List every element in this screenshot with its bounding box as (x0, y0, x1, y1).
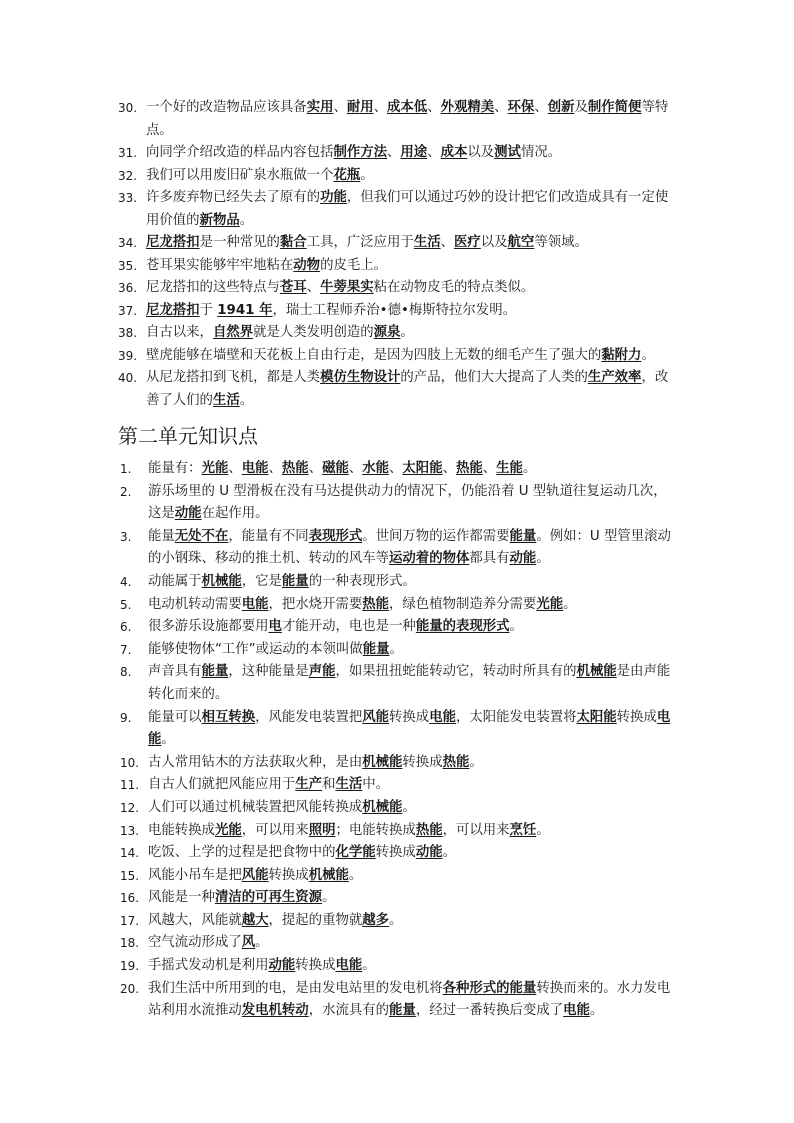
keyword: 制作方法 (333, 145, 388, 160)
keyword: 电 (268, 619, 282, 635)
item-text (148, 481, 676, 526)
list-item (0, 232, 794, 255)
item-number: 5. (120, 597, 132, 612)
item-text (146, 97, 676, 142)
text-segment: 苍耳果实能够牢牢地粘在 (146, 257, 294, 273)
keyword: 无处不在 (174, 528, 229, 544)
item-text (146, 277, 676, 300)
text-segment: 、 (228, 461, 242, 476)
text-segment: 手摇式发动机是利用 (148, 958, 269, 974)
keyword: 能量 (201, 664, 229, 680)
keyword: 黏附力 (601, 347, 642, 363)
text-segment: 电动机转动需要 (148, 596, 242, 612)
keyword: 热能 (281, 461, 309, 476)
item-text (148, 526, 676, 571)
text-segment: 游乐场里的 U 型滑板在没有马达提供动力的情况下，仍能沿着 U 型轨道往复运动几次，这是 (148, 483, 667, 522)
item-number: 8. (120, 665, 132, 680)
text-segment: 工具，广泛应用于 (306, 235, 414, 250)
item-text (146, 187, 676, 232)
text-segment: 人们可以通过机械装置把风能转换成 (148, 799, 363, 815)
list-item (0, 797, 794, 820)
item-number: 40. (118, 371, 138, 385)
text-segment: 转换而来的。水力发电站利用水流推动 (148, 980, 671, 1019)
item-text (148, 458, 676, 481)
list-item (0, 842, 794, 865)
keyword: 照明 (308, 822, 336, 838)
item-number: 7. (120, 642, 132, 657)
keyword: 制作简便 (587, 100, 642, 115)
text-segment: 我们可以用废旧矿泉水瓶做一个 (146, 167, 334, 183)
keyword: 电能 (335, 958, 363, 974)
list-item (0, 481, 794, 526)
text-segment: ，它是 (241, 573, 282, 589)
text-segment: 。世间万物的运作都需要 (362, 528, 510, 544)
text-segment: 一个好的改造物品应该具备 (146, 100, 307, 115)
keyword: 实用 (306, 100, 334, 115)
text-segment: 是一种常见的 (199, 235, 280, 250)
text-segment: 能量 (148, 528, 175, 544)
item-number: 19. (120, 959, 140, 974)
text-segment: 。 (348, 867, 363, 883)
item-number: 33. (118, 191, 138, 205)
text-segment: 。 (522, 461, 537, 476)
item-number: 20. (120, 981, 140, 996)
text-segment: 就是人类发明创造的 (253, 325, 374, 340)
text-segment: 在起作用。 (201, 506, 269, 522)
keyword: 医疗 (453, 235, 481, 250)
text-segment: ；电能转换成 (335, 822, 416, 838)
text-segment: 、 (308, 461, 323, 476)
keyword: 各种形式的能量 (442, 980, 537, 996)
text-segment: 、 (348, 461, 363, 476)
text-segment: ，但我们可以通过巧妙的设计把它们改造成具有一定使用价值的 (146, 190, 669, 228)
item-number: 34. (118, 236, 138, 250)
keyword: 水能 (362, 461, 390, 476)
item-text (148, 616, 676, 639)
list-item (0, 97, 794, 142)
text-segment: ，把水烧开需要 (268, 596, 363, 612)
item-number: 11. (120, 778, 140, 793)
text-segment: 我们生活中所用到的电，是由发电站里的发电机将 (148, 980, 443, 996)
item-text (148, 887, 676, 910)
keyword: 航空 (507, 235, 535, 250)
text-segment: 是由声能转化而来的。 (148, 664, 671, 702)
text-segment: 、 (373, 100, 388, 115)
list-item (0, 277, 794, 300)
text-segment: ，风能发电装置把 (255, 709, 363, 725)
text-segment: 、 (268, 461, 282, 476)
text-segment: ，可以用来 (442, 822, 510, 838)
text-segment: 风能小吊车是把 (148, 867, 242, 883)
item-text (148, 932, 676, 955)
keyword: 光能 (201, 461, 229, 476)
text-segment: 。 (536, 551, 550, 567)
text-segment: 等特点。 (146, 100, 669, 138)
list-item (0, 322, 794, 345)
item-number: 18. (120, 936, 140, 951)
item-number: 12. (120, 800, 140, 815)
keyword: 生产 (295, 777, 323, 793)
keyword: 清洁的可再生资源 (214, 890, 323, 906)
text-segment: 。 (509, 619, 523, 635)
keyword: 生活 (335, 777, 363, 793)
text-segment: 和 (322, 777, 336, 793)
keyword: 机械能 (576, 664, 617, 680)
text-segment: 情况。 (520, 145, 562, 160)
list-item (0, 639, 794, 662)
item-number: 37. (118, 303, 138, 318)
text-segment: 。 (239, 392, 254, 408)
text-segment: 的一种表现形式。 (308, 573, 416, 589)
keyword: 机械能 (201, 573, 242, 589)
keyword: 相互转换 (201, 709, 256, 725)
knowledge-list-unit1 (0, 97, 794, 412)
text-segment: ，改善了人们的 (146, 370, 669, 408)
item-text (148, 955, 676, 978)
keyword: 生活 (212, 392, 240, 408)
item-text (146, 300, 676, 323)
text-segment: 转换成 (389, 709, 430, 725)
list-item (0, 300, 794, 323)
text-segment: ，水流具有的 (308, 1003, 390, 1019)
item-text (146, 345, 676, 368)
keyword: 花瓶 (333, 167, 361, 183)
list-item (0, 571, 794, 594)
text-segment: 动能属于 (148, 573, 202, 589)
keyword: 尼龙搭扣 (146, 302, 200, 318)
text-segment: 自古人们就把风能应用于 (148, 777, 296, 793)
text-segment: 。例如：U 型管里滚动的小钢珠、移动的推土机、转动的风车等 (148, 528, 671, 567)
text-segment: 。 (161, 732, 175, 748)
keyword: 苍耳 (279, 280, 307, 295)
keyword: 化学能 (335, 845, 376, 861)
text-segment: 、 (442, 461, 456, 476)
text-segment: 的皮毛上。 (320, 257, 388, 273)
keyword: 动能 (415, 845, 443, 861)
keyword: 外观精美 (440, 100, 495, 115)
item-text (148, 661, 676, 706)
list-item (0, 707, 794, 752)
keyword: 创新 (547, 100, 575, 115)
keyword: 生能 (496, 461, 523, 476)
text-segment: 很多游乐设施都要用 (148, 619, 269, 635)
text-segment: 。 (389, 641, 403, 657)
keyword: 热能 (362, 596, 390, 612)
item-number: 30. (118, 101, 138, 115)
item-text (146, 165, 676, 188)
item-text (148, 594, 676, 617)
text-segment: 。 (536, 822, 550, 838)
keyword: 尼龙搭扣 (146, 235, 200, 250)
text-segment: 。 (589, 1003, 604, 1019)
text-segment: ，可以用来 (241, 822, 309, 838)
text-segment: 。 (239, 212, 254, 228)
keyword: 能量的表现形式 (415, 619, 510, 635)
text-segment: 吃饭、上学的过程是把食物中的 (148, 845, 336, 861)
text-segment: 。 (442, 845, 456, 861)
keyword: 声能 (308, 664, 336, 680)
text-segment: 。 (469, 754, 483, 770)
item-number: 4. (120, 574, 132, 589)
keyword: 能量 (362, 641, 390, 657)
text-segment: 、 (482, 461, 497, 476)
item-number: 9. (120, 710, 132, 725)
item-number: 15. (120, 868, 140, 883)
keyword: 成本 (440, 145, 468, 160)
text-segment: 以及 (467, 145, 495, 160)
list-item (0, 165, 794, 188)
keyword: 环保 (507, 100, 535, 115)
item-number: 14. (120, 846, 140, 861)
item-text (148, 752, 676, 775)
text-segment: 、 (389, 461, 403, 476)
section-heading: 第二单元知识点 (118, 424, 258, 448)
item-text (146, 142, 676, 165)
text-segment: 、 (387, 145, 401, 160)
item-number: 16. (120, 891, 140, 906)
text-segment: 、 (440, 235, 454, 250)
keyword: 电能 (148, 709, 671, 748)
text-segment: 电能转换成 (148, 822, 215, 838)
text-segment: 、 (306, 280, 321, 295)
text-segment: 风能是一种 (148, 890, 215, 906)
keyword: 太阳能 (576, 709, 617, 725)
text-segment: 。 (400, 325, 414, 340)
item-text (148, 865, 676, 888)
item-number: 17. (120, 913, 140, 928)
text-segment: 空气流动形成了 (148, 935, 242, 951)
text-segment: 向同学介绍改造的样品内容包括 (146, 145, 334, 160)
keyword: 机械能 (362, 754, 403, 770)
keyword: 能量 (281, 573, 309, 589)
text-segment: 能够使物体“工作”或运动的本领叫做 (148, 641, 363, 657)
list-item (0, 345, 794, 368)
text-segment: 壁虎能够在墙壁和天花板上自由行走，是因为四肢上无数的细毛产生了强大的 (146, 347, 602, 363)
text-segment: 以及 (480, 235, 508, 250)
text-segment: 粘在动物皮毛的特点类似。 (373, 280, 535, 295)
keyword: 测试 (494, 145, 521, 160)
item-number: 38. (118, 326, 138, 340)
list-item (0, 255, 794, 278)
item-text (148, 910, 676, 933)
text-segment: ，经过一番转换后变成了 (415, 1003, 564, 1019)
keyword: 光能 (214, 822, 242, 838)
keyword: 磁能 (322, 461, 349, 476)
list-item (0, 910, 794, 933)
keyword: 越大 (241, 912, 269, 928)
item-text (148, 978, 676, 1023)
keyword: 机械能 (308, 867, 349, 883)
keyword: 机械能 (362, 799, 403, 815)
item-number: 6. (120, 620, 132, 635)
keyword: 光能 (536, 596, 564, 612)
item-text (148, 842, 676, 865)
text-segment: ，绿色植物制造养分需要 (389, 596, 537, 612)
text-segment: 、 (333, 100, 347, 115)
text-segment: 自古以来， (146, 325, 213, 340)
list-item (0, 955, 794, 978)
keyword: 能量 (509, 528, 537, 544)
item-number: 10. (120, 755, 140, 770)
item-text (148, 707, 676, 752)
list-item (0, 932, 794, 955)
knowledge-list-unit2 (0, 458, 794, 1023)
list-item (0, 594, 794, 617)
item-text (148, 571, 676, 594)
keyword: 运动着的物体 (389, 551, 470, 567)
keyword: 风 (241, 935, 256, 951)
text-segment: 尼龙搭扣的这些特点与 (146, 280, 280, 295)
list-item (0, 458, 794, 481)
text-segment: 中。 (362, 777, 390, 793)
keyword: 电能 (241, 461, 269, 476)
keyword: 热能 (442, 754, 470, 770)
text-segment: 。 (563, 596, 577, 612)
text-segment: 。 (389, 912, 403, 928)
text-segment: 。 (255, 935, 269, 951)
list-item (0, 526, 794, 571)
text-segment: ，如果扭扭蛇能转动它，转动时所具有的 (335, 664, 577, 680)
text-segment: 、 (427, 100, 441, 115)
item-text (148, 774, 676, 797)
text-segment: 。 (322, 890, 336, 906)
text-segment: 转换成 (295, 958, 336, 974)
item-text (148, 797, 676, 820)
text-segment: 古人常用钻木的方法获取火种，是由 (148, 754, 363, 770)
list-item (0, 978, 794, 1023)
keyword: 动能 (268, 958, 296, 974)
text-segment: 。 (402, 799, 416, 815)
text-segment: 能量可以 (148, 709, 202, 725)
text-segment: 都具有 (469, 551, 510, 567)
keyword: 用途 (400, 145, 428, 160)
keyword: 热能 (415, 822, 443, 838)
keyword: 表现形式 (308, 528, 363, 544)
keyword: 牛蒡果实 (320, 280, 374, 295)
text-segment: ，瑞士工程师乔治•德•梅斯特拉尔发明。 (272, 302, 516, 318)
keyword: 电能 (241, 596, 269, 612)
item-number: 13. (120, 823, 140, 838)
text-segment: ，提起的重物就 (268, 912, 363, 928)
text-segment: 风越大，风能就 (148, 912, 242, 928)
list-item (0, 752, 794, 775)
text-segment: 转换成 (375, 845, 416, 861)
keyword: 发电机转动 (241, 1003, 309, 1019)
list-item (0, 367, 794, 412)
text-segment: 等领域。 (534, 235, 588, 250)
keyword: 成本低 (387, 100, 428, 115)
text-segment: 的产品，他们大大提高了人类的 (400, 370, 588, 385)
text-segment: ，太阳能发电装置将 (455, 709, 577, 725)
text-segment: 转换成 (268, 867, 309, 883)
text-segment: ，能量有不同 (228, 528, 309, 544)
keyword: 耐用 (346, 100, 374, 115)
keyword: 电能 (429, 709, 456, 725)
keyword: 源泉 (373, 325, 401, 340)
keyword: 烹饪 (509, 822, 537, 838)
keyword: 风能 (362, 709, 390, 725)
item-number: 32. (118, 168, 138, 183)
text-segment: 转换成 (616, 709, 657, 725)
item-number: 3. (120, 529, 132, 544)
keyword: 太阳能 (402, 461, 443, 476)
list-item (0, 774, 794, 797)
text-segment: 转换成 (402, 754, 443, 770)
keyword: 生活 (413, 235, 441, 250)
item-number: 35. (118, 258, 138, 273)
text-segment: 。 (641, 347, 655, 363)
list-item (0, 887, 794, 910)
text-segment: 及 (574, 100, 588, 115)
text-segment: 从尼龙搭扣到飞机，都是人类 (146, 370, 321, 385)
text-segment: 、 (494, 100, 508, 115)
list-item (0, 865, 794, 888)
keyword: 动物 (293, 257, 321, 273)
keyword: 黏合 (279, 235, 307, 250)
list-item (0, 820, 794, 843)
item-text (148, 639, 676, 662)
item-number: 36. (118, 281, 138, 295)
item-text (148, 820, 676, 843)
list-item (0, 142, 794, 165)
text-segment: 能量有： (148, 461, 202, 476)
text-segment: 。 (360, 167, 374, 183)
list-item (0, 616, 794, 639)
item-number: 1. (120, 462, 132, 476)
keyword: 电能 (563, 1003, 590, 1019)
text-segment: 。 (362, 958, 376, 974)
text-segment: 声音具有 (148, 664, 202, 680)
item-number: 39. (118, 348, 138, 363)
keyword: 1941 年 (217, 302, 273, 318)
keyword: 生产效率 (587, 370, 642, 385)
item-text (146, 367, 676, 412)
keyword: 模仿生物设计 (320, 370, 401, 385)
keyword: 风能 (241, 867, 269, 883)
text-segment: 许多废弃物已经失去了原有的 (146, 190, 321, 205)
item-text (146, 322, 676, 345)
text-segment: ，这种能量是 (228, 664, 309, 680)
keyword: 动能 (174, 506, 202, 522)
text-segment: 、 (427, 145, 441, 160)
keyword: 功能 (320, 190, 347, 205)
text-segment: 于 (199, 302, 218, 318)
keyword: 越多 (362, 912, 390, 928)
text-segment: 、 (534, 100, 548, 115)
keyword: 动能 (509, 551, 537, 567)
item-number: 2. (120, 484, 132, 499)
keyword: 自然界 (212, 325, 254, 340)
list-item (0, 661, 794, 706)
keyword: 热能 (455, 461, 483, 476)
item-text (146, 255, 676, 278)
item-text (146, 232, 676, 255)
item-number: 31. (118, 146, 138, 160)
text-segment: 才能开动，电也是一种 (281, 619, 416, 635)
keyword: 新物品 (199, 212, 240, 228)
keyword: 能量 (389, 1003, 416, 1019)
list-item (0, 187, 794, 232)
